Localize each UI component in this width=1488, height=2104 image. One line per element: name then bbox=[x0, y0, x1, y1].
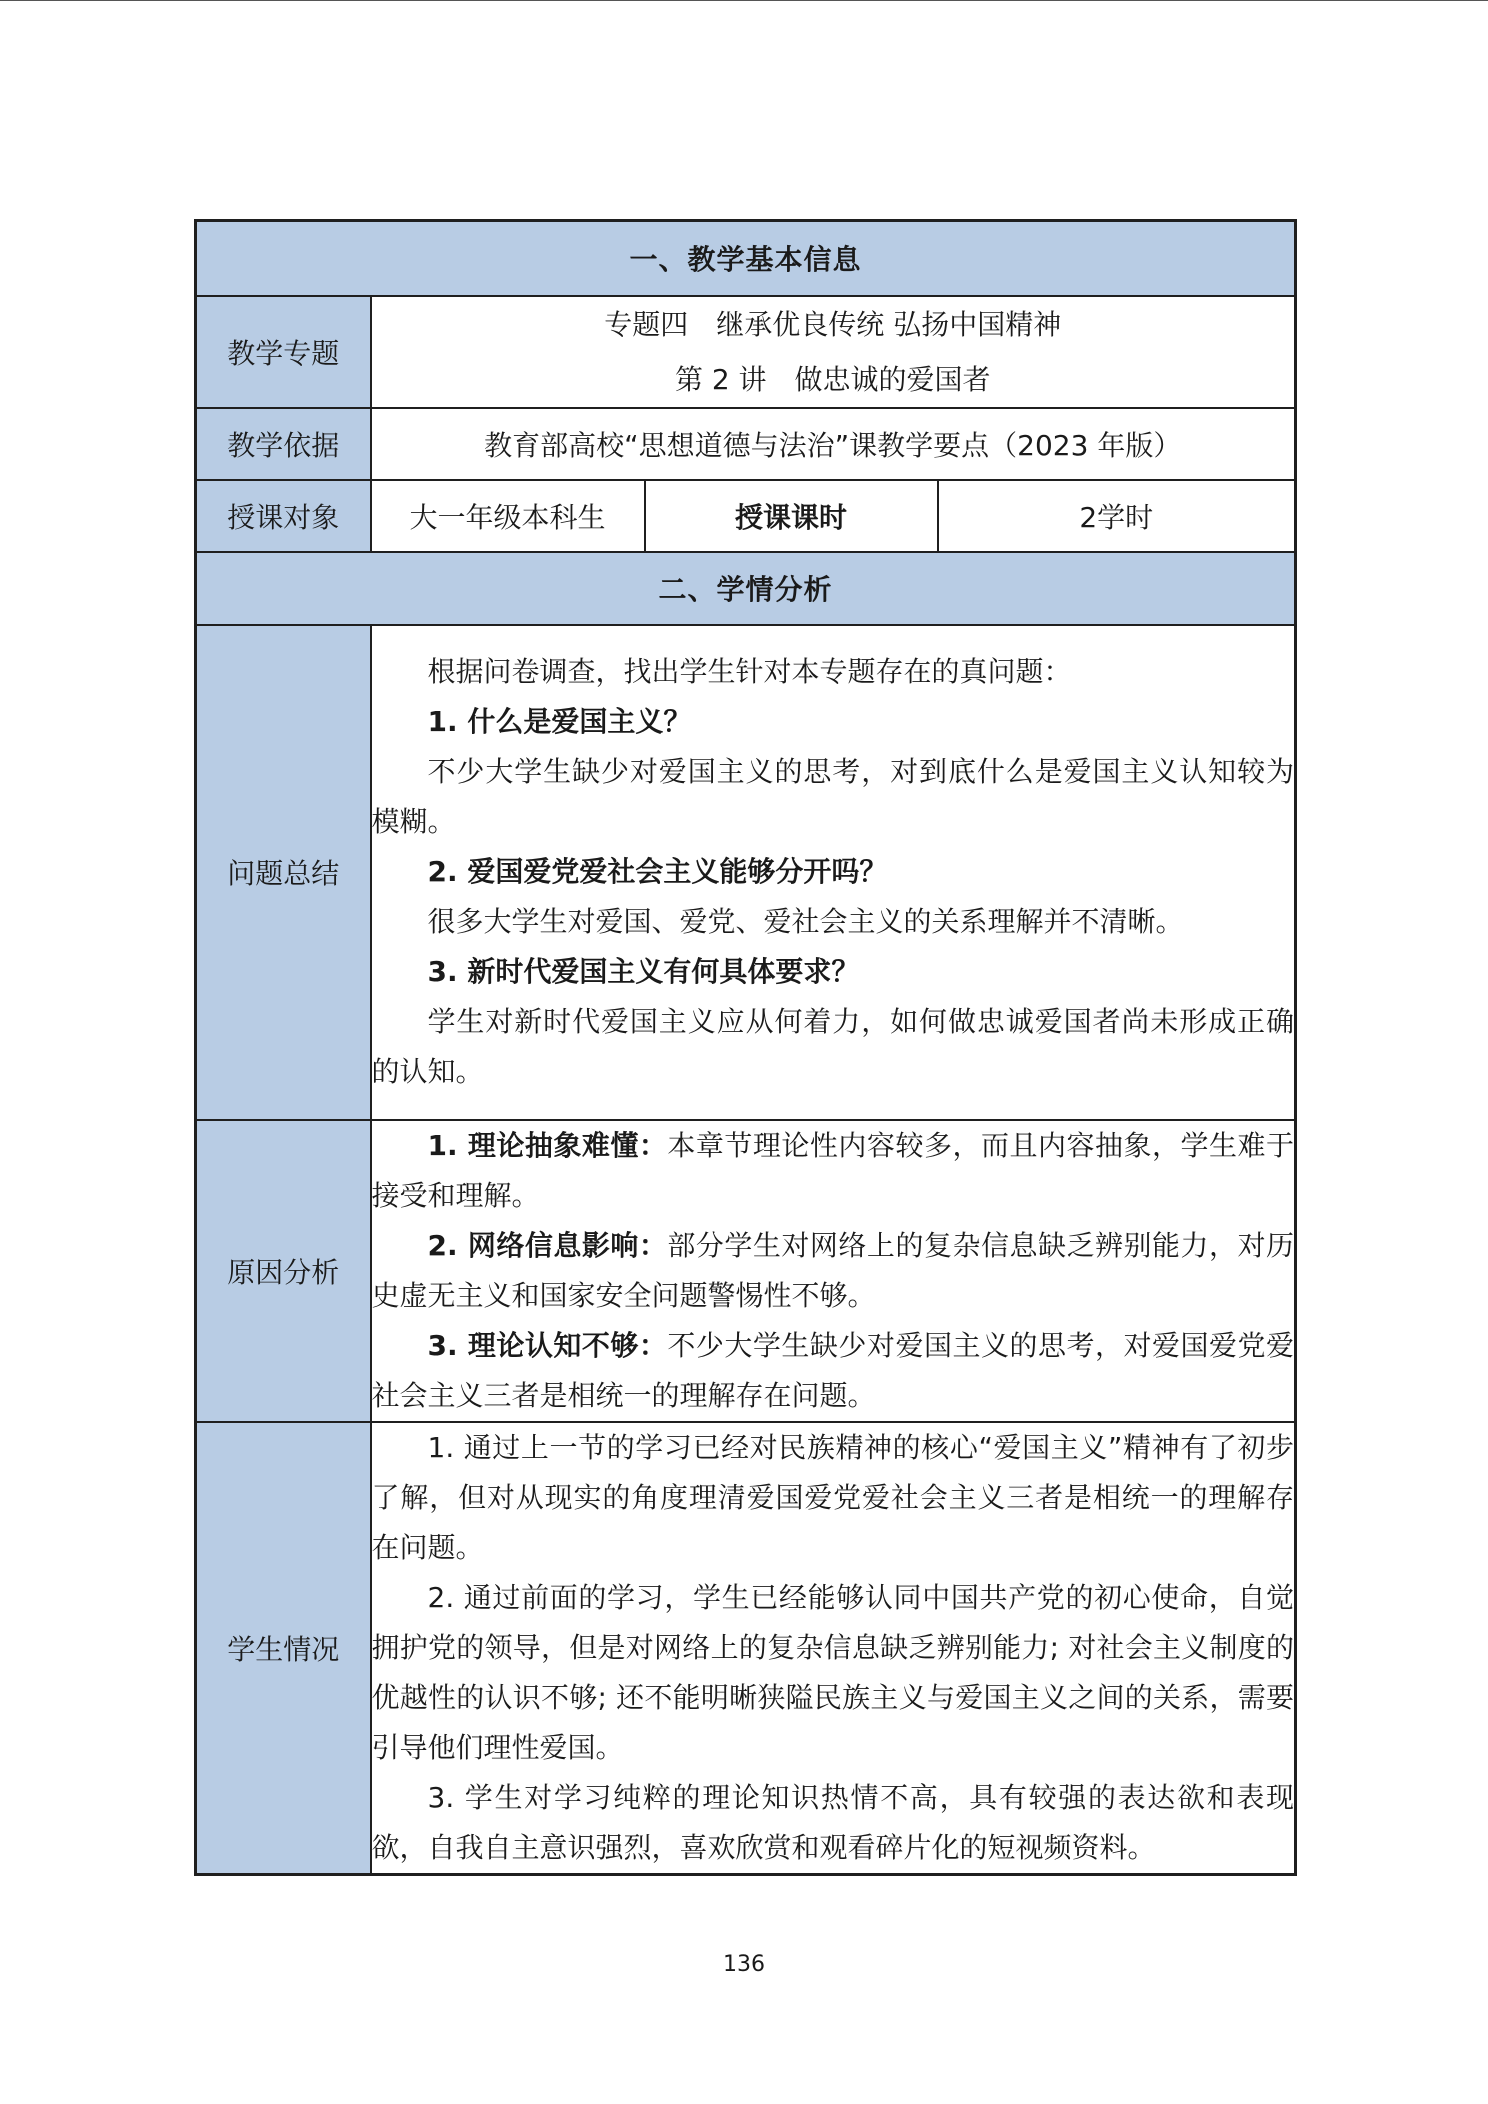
cause-text-3: 不少大学生缺少对爱国主义的思考，对爱国爱党爱社会主义三者是相统一的理解存在问题。 bbox=[371, 1328, 1294, 1412]
label-topic: 教学专题 bbox=[196, 296, 371, 408]
student-item-3: 3. 学生对学习纯粹的理论知识热情不高，具有较强的表达欲和表现欲，自我自主意识强烈，喜欢欣赏和观看碎片化的短视频资料。 bbox=[371, 1780, 1295, 1864]
topic-line-1: 专题四 继承优良传统 弘扬中国精神 bbox=[604, 307, 1062, 341]
value-topic bbox=[371, 296, 1296, 408]
student-item-2: 2. 通过前面的学习，学生已经能够认同中国共产党的初心使命，自觉拥护党的领导，但是对网络上的复杂信息缺乏辨别能力; 对社会主义制度的优越性的认识不够; 还不能明晰狭隘民族主义与爱国主义之间的关系，需要引导他们理性爱国。 bbox=[371, 1580, 1295, 1764]
content-students bbox=[371, 1422, 1296, 1875]
topic-line-2: 第 2 讲 做忠诚的爱国者 bbox=[674, 362, 991, 396]
row-topic bbox=[196, 296, 1296, 408]
page-number: 136 bbox=[723, 1952, 765, 1977]
label-causes: 原因分析 bbox=[196, 1120, 371, 1422]
cause-item-3 bbox=[372, 1321, 1295, 1421]
problem-text-1: 不少大学生缺少对爱国主义的思考，对到底什么是爱国主义认知较为模糊。 bbox=[371, 755, 1295, 838]
cause-title-1: 1. 理论抽象难懂： bbox=[427, 1128, 668, 1162]
cause-title-2: 2. 网络信息影响： bbox=[427, 1228, 668, 1262]
value-audience: 大一年级本科生 bbox=[371, 480, 645, 552]
section-header-learning-analysis: 二、学情分析 bbox=[196, 552, 1296, 625]
row-causes bbox=[196, 1120, 1296, 1422]
row-audience bbox=[196, 480, 1296, 552]
value-basis: 教育部高校“思想道德与法治”课教学要点（2023 年版） bbox=[371, 408, 1296, 480]
label-hours: 授课课时 bbox=[645, 480, 938, 552]
row-problems bbox=[196, 625, 1296, 1120]
problem-title-1: 1. 什么是爱国主义？ bbox=[427, 705, 692, 738]
label-problems: 问题总结 bbox=[196, 625, 371, 1120]
problem-text-3: 学生对新时代爱国主义应从何着力，如何做忠诚爱国者尚未形成正确的认知。 bbox=[371, 1005, 1295, 1088]
content-problems bbox=[371, 625, 1296, 1120]
page-top-rule bbox=[0, 0, 1488, 1]
cause-item-1 bbox=[372, 1121, 1295, 1221]
content-causes bbox=[371, 1120, 1296, 1422]
label-audience: 授课对象 bbox=[196, 480, 371, 552]
cause-item-2 bbox=[372, 1221, 1295, 1321]
section-row-basic-info bbox=[196, 221, 1296, 296]
student-item-1: 1. 通过上一节的学习已经对民族精神的核心“爱国主义”精神有了初步了解，但对从现实的角度理清爱国爱党爱社会主义三者是相统一的理解存在问题。 bbox=[371, 1430, 1295, 1564]
value-hours: 2学时 bbox=[938, 480, 1296, 552]
label-students: 学生情况 bbox=[196, 1422, 371, 1875]
lesson-plan-table bbox=[194, 219, 1297, 1876]
problems-intro: 根据问卷调查，找出学生针对本专题存在的真问题： bbox=[427, 655, 1072, 688]
cause-text-2: 部分学生对网络上的复杂信息缺乏辨别能力，对历史虚无主义和国家安全问题警惕性不够。 bbox=[371, 1228, 1294, 1312]
section-row-learning-analysis bbox=[196, 552, 1296, 625]
cause-text-1: 本章节理论性内容较多，而且内容抽象，学生难于接受和理解。 bbox=[371, 1128, 1294, 1212]
problem-text-2: 很多大学生对爱国、爱党、爱社会主义的关系理解并不清晰。 bbox=[427, 905, 1184, 938]
label-basis: 教学依据 bbox=[196, 408, 371, 480]
problem-title-3: 3. 新时代爱国主义有何具体要求？ bbox=[427, 955, 860, 988]
row-basis bbox=[196, 408, 1296, 480]
row-students bbox=[196, 1422, 1296, 1875]
section-header-basic-info: 一、教学基本信息 bbox=[196, 221, 1296, 296]
cause-title-3: 3. 理论认知不够： bbox=[427, 1328, 668, 1362]
problem-title-2: 2. 爱国爱党爱社会主义能够分开吗？ bbox=[427, 855, 888, 888]
